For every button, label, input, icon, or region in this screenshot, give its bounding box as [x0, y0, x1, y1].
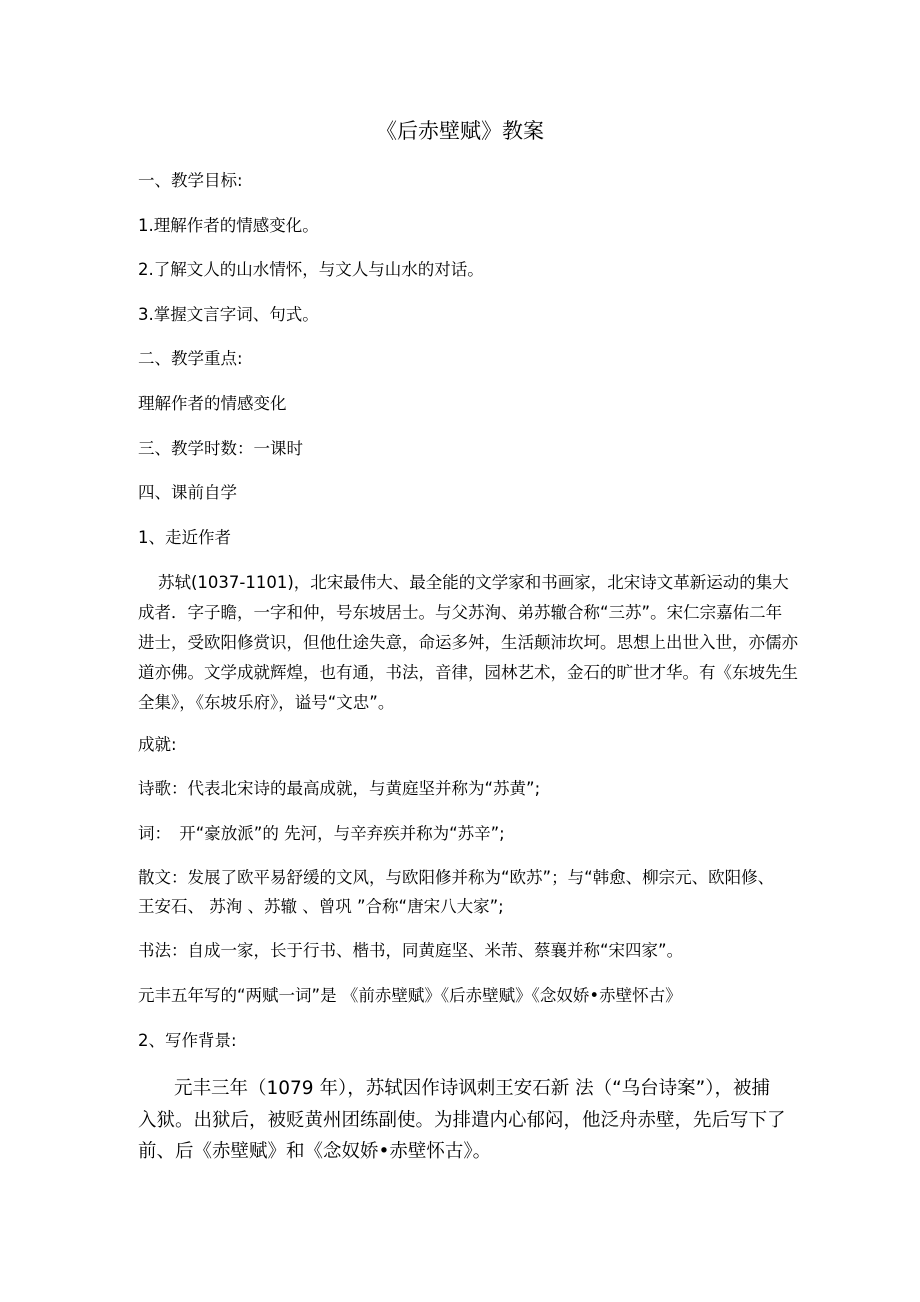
two-fu-one-ci: 元丰五年写的“两赋一词”是 《前赤壁赋》《后赤壁赋》《念奴娇•赤壁怀古》	[138, 986, 682, 1005]
achievement-prose-line-1: 散文：发展了欧平易舒缓的文风，与欧阳修并称为“欧苏”；与“韩愈、柳宗元、欧阳修、	[138, 868, 775, 887]
section-heading-objectives: 一、教学目标:	[138, 171, 243, 190]
objective-item-3: 3.掌握文言字词、句式。	[138, 305, 319, 324]
achievements-label: 成就:	[138, 735, 177, 754]
section-heading-preview: 四、课前自学	[138, 483, 237, 502]
document-title: 《后赤壁赋》教案	[376, 119, 544, 143]
subheading-author: 1、走近作者	[138, 528, 231, 547]
achievement-calligraphy: 书法：自成一家，长于行书、楷书，同黄庭坚、米芾、蔡襄并称“宋四家”。	[138, 941, 684, 960]
section-heading-keypoints: 二、教学重点:	[138, 349, 243, 368]
achievement-poetry: 诗歌：代表北宋诗的最高成就，与黄庭坚并称为“苏黄”;	[138, 779, 541, 798]
subheading-background: 2、写作背景:	[138, 1031, 237, 1050]
achievement-ci: 词： 开“豪放派”的 先河，与辛弃疾并称为“苏辛”;	[138, 824, 505, 843]
objective-item-1: 1.理解作者的情感变化。	[138, 216, 319, 235]
objective-item-2: 2.了解文人的山水情怀，与文人与山水的对话。	[138, 260, 484, 279]
background-paragraph: 元丰三年（1079 年），苏轼因作诗讽刺王安石新 法（“乌台诗案”），被捕入狱。出狱后，被贬黄州团练副使。为排遣内心郁闷，他泛舟赤壁，先后写下了前、后《赤壁赋》和《念奴娇•赤壁怀古》。	[138, 1078, 786, 1162]
keypoint-text: 理解作者的情感变化	[138, 394, 287, 413]
achievement-prose-line-2: 王安石、 苏洵 、苏辙 、曾巩 ”合称“唐宋八大家”;	[138, 897, 504, 916]
author-paragraph: 苏轼(1037-1101)，北宋最伟大、最全能的文学家和书画家，北宋诗文革新运动的集大成者．字子瞻，一字和仲，号东坡居士。与父苏洵、弟苏辙合称“三苏”。宋仁宗嘉佑二年进士，受欧阳修赏识，但他仕途失意，命运多舛，生活颠沛坎坷。思想上出世入世，亦儒亦道亦佛。文学成就辉煌，也有通，书法，音律，园林艺术，金石的旷世才华。有《东坡先生全集》，《东坡乐府》，谥号“文忠”。	[138, 573, 798, 712]
section-heading-hours: 三、教学时数：一课时	[138, 439, 303, 458]
